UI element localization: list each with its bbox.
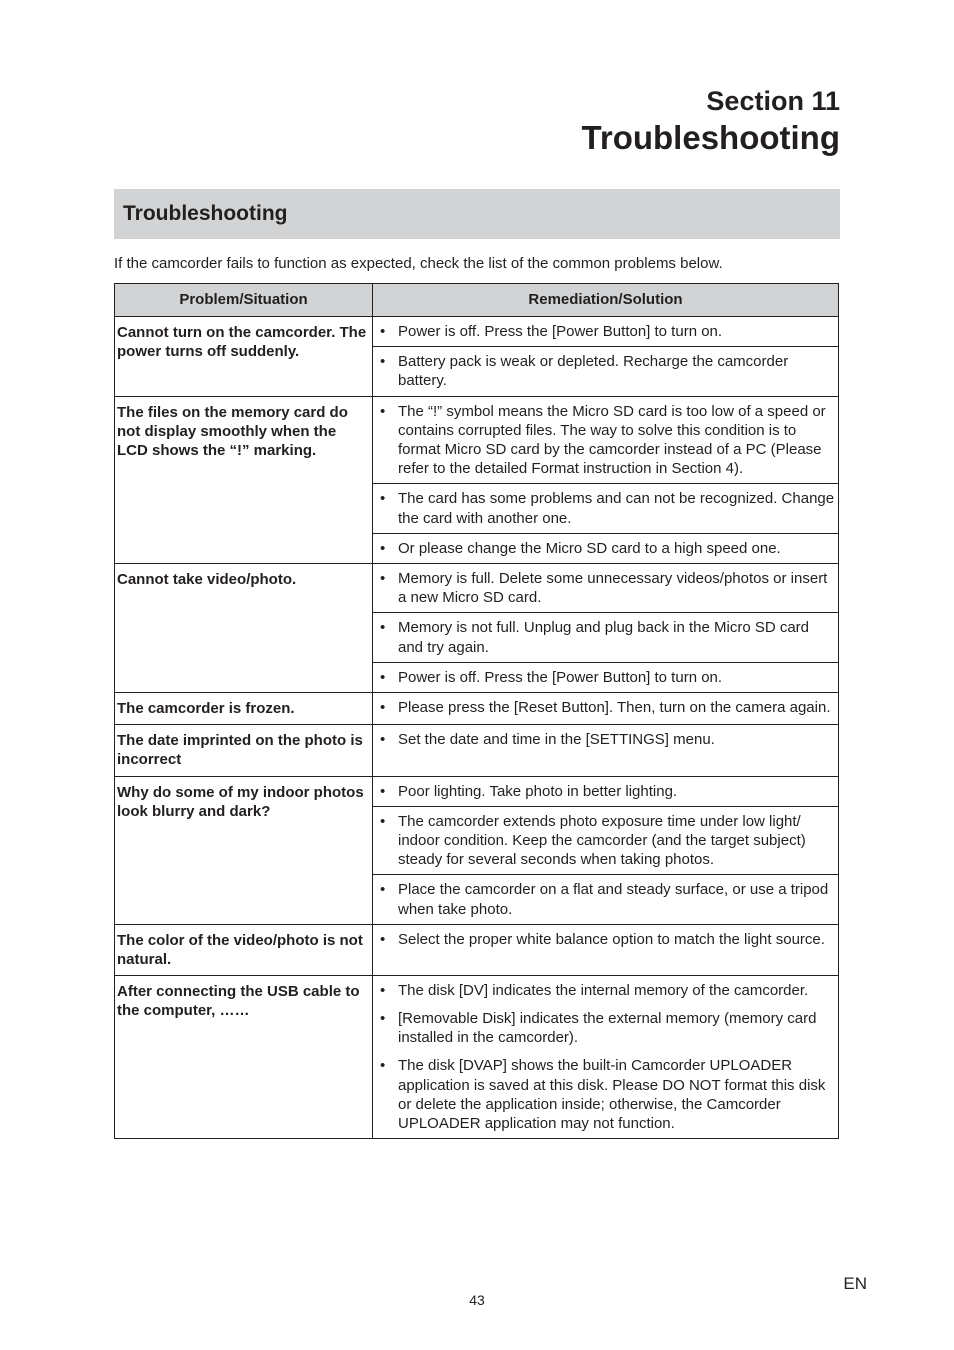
intro-text: If the camcorder fails to function as expected, check the list of the common problems below. [114,255,723,272]
solution-cell: • Battery pack is weak or depleted. Recharge the camcorder battery. [373,347,839,396]
problem-cell: Cannot take video/photo. [115,564,373,693]
solution-bullet: • The disk [DV] indicates the internal memory of the camcorder. [398,981,836,1000]
table-row [115,924,839,975]
solution-cell: • Power is off. Press the [Power Button] to turn on. [373,317,839,347]
section-number: Section 11 [706,86,840,116]
solution-cell: • Or please change the Micro SD card to a high speed one. [373,533,839,563]
solution-cell [373,976,839,1139]
column-header-solution: Remediation/Solution [373,284,839,317]
solution-cell: • Memory is full. Delete some unnecessary videos/photos or insert a new Micro SD card. [373,564,839,613]
solution-cell: • The camcorder extends photo exposure time under low light/ indoor condition. Keep the camcorder (and the target subject) steady for several seconds when taking photos. [373,806,839,875]
table-row [115,396,839,484]
table-row [115,693,839,725]
problem-cell: The color of the video/photo is not natural. [115,924,373,975]
table-row [115,317,839,347]
table-row [115,976,839,1139]
troubleshooting-table [114,283,839,1139]
problem-cell: Why do some of my indoor photos look blurry and dark? [115,776,373,924]
language-label: EN [843,1274,867,1293]
problem-cell: Cannot turn on the camcorder. The power turns off suddenly. [115,317,373,397]
problem-cell: The date imprinted on the photo is incorrect [115,725,373,776]
solution-bullet: • The disk [DVAP] shows the built-in Camcorder UPLOADER application is saved at this disk. Please DO NOT format this disk or delete the application inside; otherwise, the Camcorder UPLOADER application may not function. [398,1056,836,1133]
table-row [115,776,839,806]
solution-cell: • The “!” symbol means the Micro SD card is too low of a speed or contains corrupted files. The way to solve this condition is to format Micro SD card by the camcorder instead of a PC (Please refer to the detailed Format instruction in Section 4). [373,396,839,484]
subsection-banner [114,189,840,239]
solution-cell: • Please press the [Reset Button]. Then, turn on the camera again. [373,693,839,725]
page-number: 43 [469,1292,485,1308]
section-title: Troubleshooting [581,119,840,156]
solution-cell: • Select the proper white balance option to match the light source. [373,924,839,975]
solution-cell: • Set the date and time in the [SETTINGS] menu. [373,725,839,776]
section-heading [582,84,840,158]
column-header-problem: Problem/Situation [115,284,373,317]
solution-cell: • The card has some problems and can not be recognized. Change the card with another one. [373,484,839,533]
problem-cell: The camcorder is frozen. [115,693,373,725]
solution-cell: • Memory is not full. Unplug and plug back in the Micro SD card and try again. [373,613,839,662]
problem-cell: The files on the memory card do not display smoothly when the LCD shows the “!” marking. [115,396,373,563]
solution-cell: • Power is off. Press the [Power Button] to turn on. [373,662,839,692]
problem-cell: After connecting the USB cable to the computer, …… [115,976,373,1139]
table-row [115,564,839,613]
table-header-row [115,284,839,317]
solution-cell: • Place the camcorder on a flat and steady surface, or use a tripod when take photo. [373,875,839,924]
table-row [115,725,839,776]
subsection-title: Troubleshooting [123,202,288,225]
solution-bullet: • [Removable Disk] indicates the external memory (memory card installed in the camcorder). [398,1009,836,1047]
solution-cell: • Poor lighting. Take photo in better lighting. [373,776,839,806]
